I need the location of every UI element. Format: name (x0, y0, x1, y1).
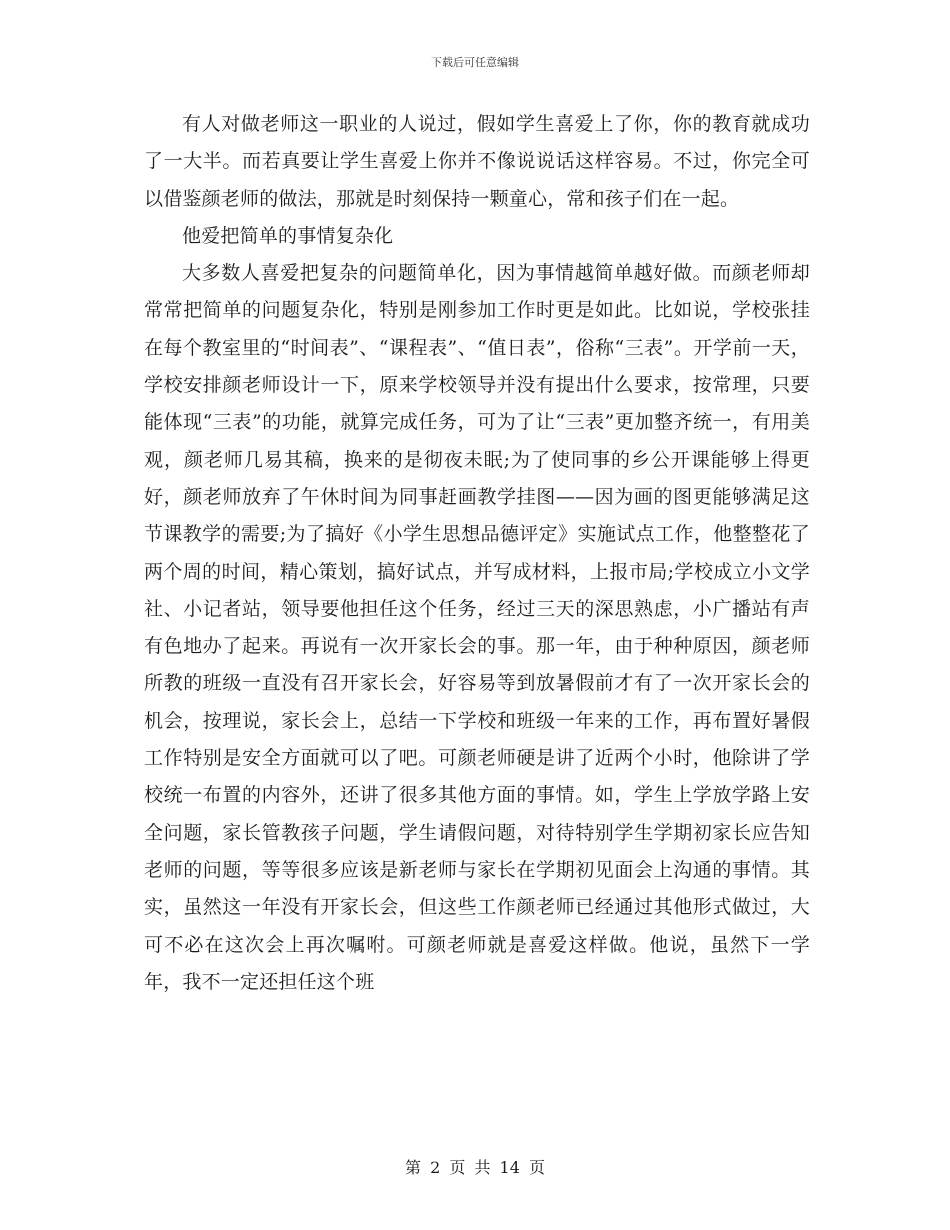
document-body (144, 106, 810, 1001)
section-heading: 他爱把简单的事情复杂化 (182, 224, 394, 247)
page-footer: 第 2 页 共 14 页 (405, 1158, 545, 1177)
paragraph-main: 大多数人喜爱把复杂的问题简单化，因为事情越简单越好做。而颜老师却常常把简单的问题复杂化，特别是刚参加工作时更是如此。比如说，学校张挂在每个教室里的“时间表”、“课程表”、“值日表”，俗称“三表”。开学前一天，学校安排颜老师设计一下，原来学校领导并没有提出什么要求，按常理，只要能体现“三表”的功能，就算完成任务，可为了让“三表”更加整齐统一，有用美观，颜老师几易其稿，换来的是彻夜未眠;为了使同事的乡公开课能够上得更好，颜老师放弃了午休时间为同事赶画教学挂图——因为画的图更能够满足这节课教学的需要;为了搞好《小学生思想品德评定》实施试点工作，他整整花了两个周的时间，精心策划，搞好试点，并写成材料，上报市局;学校成立小文学社、小记者站，领导要他担任这个任务，经过三天的深思熟虑，小广播站有声有色地办了起来。再说有一次开家长会的事。那一年，由于种种原因，颜老师所教的班级一直没有召开家长会，好容易等到放暑假前才有了一次开家长会的机会，按理说，家长会上，总结一下学校和班级一年来的工作，再布置好暑假工作特别是安全方面就可以了吧。可颜老师硬是讲了近两个小时，他除讲了学校统一布置的内容外，还讲了很多其他方面的事情。如，学生上学放学路上安全问题，家长管教孩子问题，学生请假问题，对待特别学生学期初家长应告知老师的问题，等等很多应该是新老师与家长在学期初见面会上沟通的事情。其实，虽然这一年没有开家长会，但这些工作颜老师已经通过其他形式做过，大可不必在这次会上再次嘱咐。可颜老师就是喜爱这样做。他说，虽然下一学年，我不一定还担任这个班 (144, 262, 810, 993)
paragraph-intro: 有人对做老师这一职业的人说过，假如学生喜爱上了你，你的教育就成功了一大半。而若真要让学生喜爱上你并不像说说话这样容易。不过，你完全可以借鉴颜老师的做法，那就是时刻保持一颗童心，常和孩子们在一起。 (144, 113, 810, 210)
page-header: 下载后可任意编辑 (431, 56, 519, 69)
